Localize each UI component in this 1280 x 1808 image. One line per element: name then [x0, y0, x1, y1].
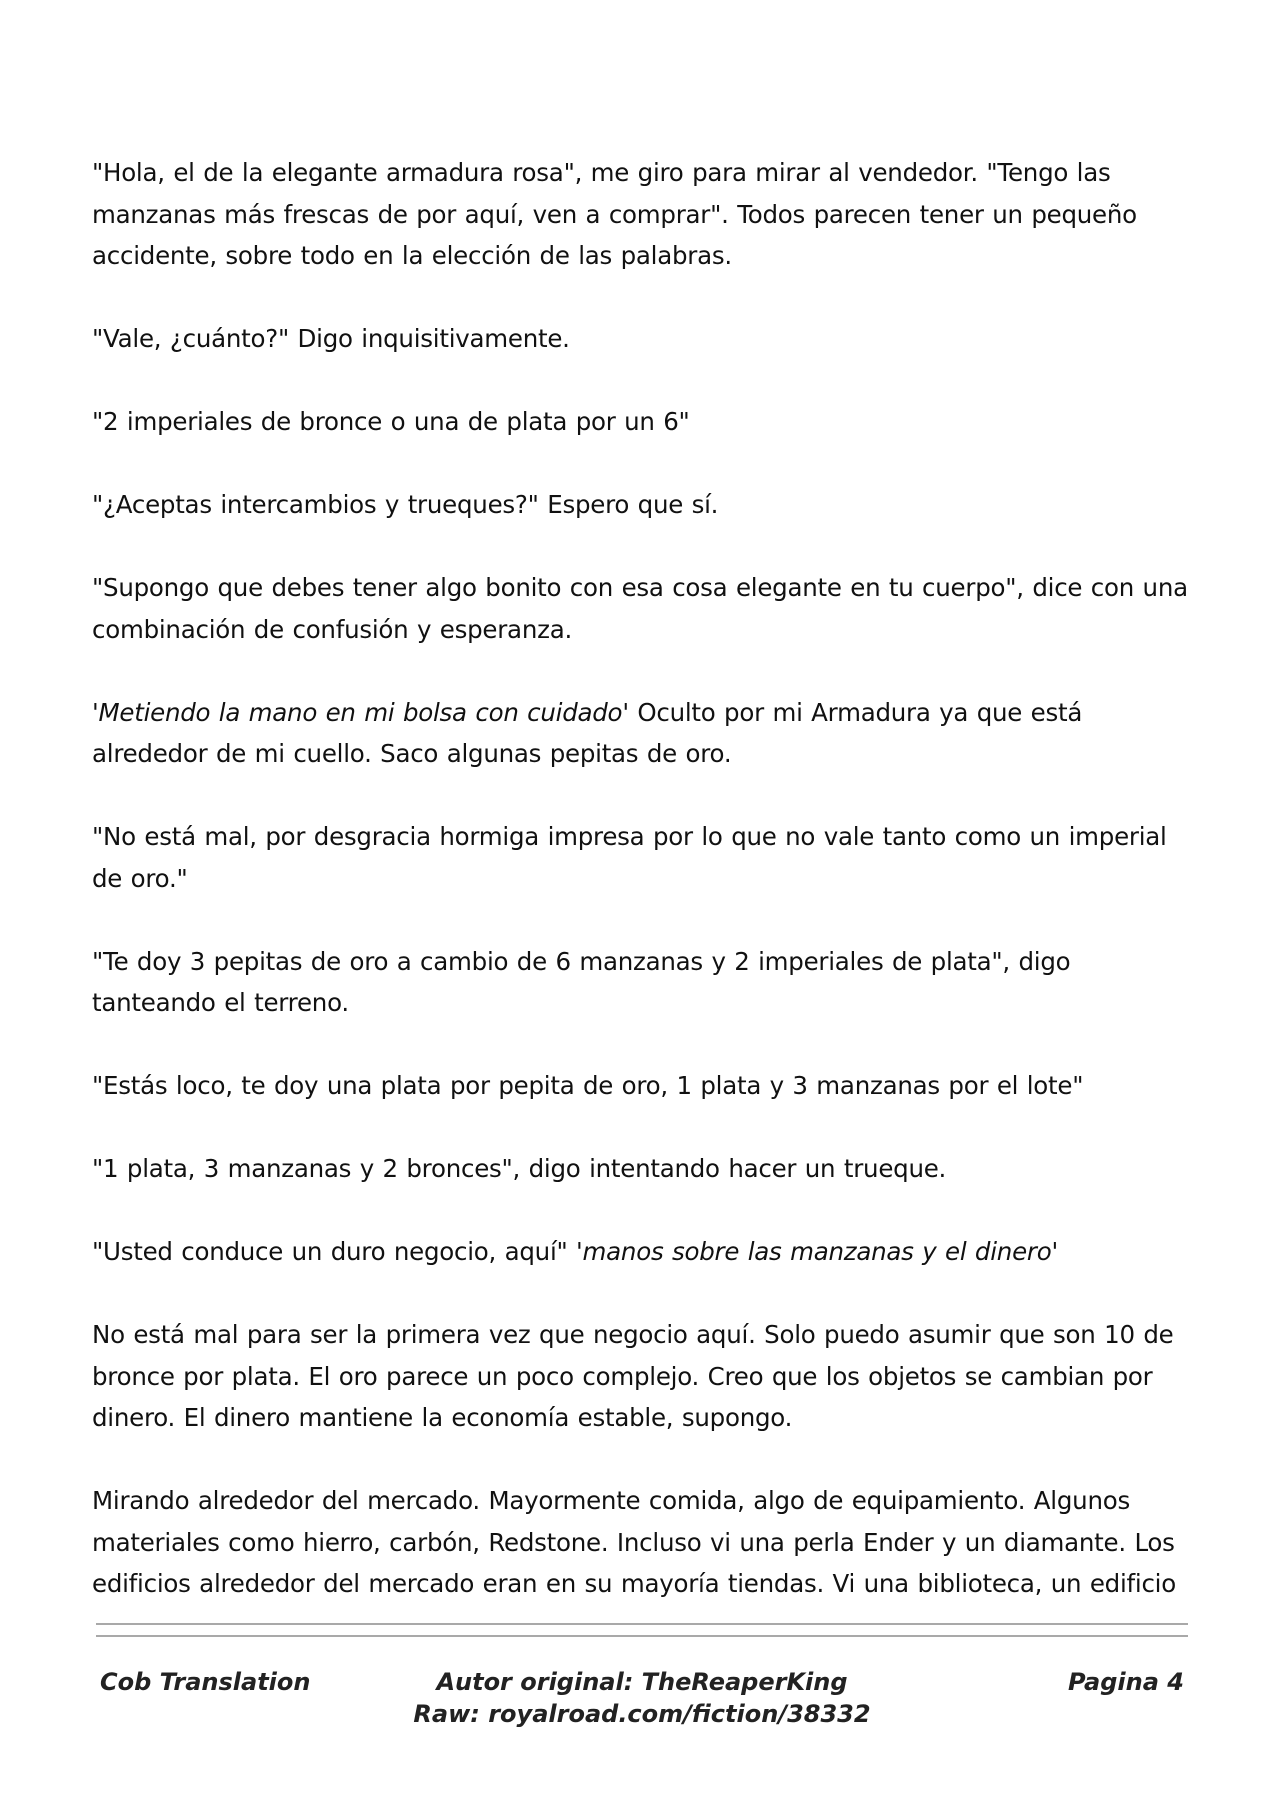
footer-original-author: Autor original: TheReaperKing — [436, 1668, 848, 1696]
paragraph-12: No está mal para ser la primera vez que negocio aquí. Solo puedo asumir que son 10 de bronce por plata. El oro parece un poco complejo. Creo que los objetos se cambian por dinero. El dinero mantiene la economía estable, supongo. — [92, 1320, 1174, 1432]
paragraph-6 — [92, 692, 1192, 775]
paragraph-3: "2 imperiales de bronce o una de plata por un 6" — [92, 407, 690, 436]
footer-credits — [96, 1666, 1188, 1730]
footer-translator: Cob Translation — [100, 1668, 311, 1696]
footer-divider-top — [96, 1623, 1188, 1625]
page-body — [92, 152, 1192, 1646]
paragraph-6-italic: Metiendo la mano en mi bolsa con cuidado — [98, 697, 623, 727]
footer-divider-bottom — [96, 1635, 1188, 1637]
paragraph-4: "¿Aceptas intercambios y trueques?" Espero que sí. — [92, 490, 719, 519]
paragraph-5: "Supongo que debes tener algo bonito con esa cosa elegante en tu cuerpo", dice con una combinación de confusión y esperanza. — [92, 573, 1188, 644]
paragraph-13: Mirando alrededor del mercado. Mayormente comida, algo de equipamiento. Algunos materiales como hierro, carbón, Redstone. Incluso vi una perla Ender y un diamante. Los edificios alrededor del mercado eran en su mayoría tiendas. Vi una biblioteca, un edificio — [92, 1486, 1176, 1598]
footer-page-number: Pagina 4 — [1068, 1668, 1184, 1696]
paragraph-6-pre: ' — [92, 697, 99, 727]
paragraph-10: "1 plata, 3 manzanas y 2 bronces", digo intentando hacer un trueque. — [92, 1154, 947, 1183]
paragraph-2: "Vale, ¿cuánto?" Digo inquisitivamente. — [92, 324, 570, 353]
paragraph-1: "Hola, el de la elegante armadura rosa", me giro para mirar al vendedor. "Tengo las manzanas más frescas de por aquí, ven a comprar". Todos parecen tener un pequeño accidente, sobre todo en la elección de las palabras. — [92, 158, 1137, 270]
paragraph-11-pre: "Usted conduce un duro negocio, aquí" ' — [92, 1237, 583, 1266]
paragraph-7: "No está mal, por desgracia hormiga impresa por lo que no vale tanto como un imperial de oro." — [92, 822, 1167, 893]
paragraph-11-post: ' — [1051, 1237, 1058, 1266]
paragraph-8: "Te doy 3 pepitas de oro a cambio de 6 manzanas y 2 imperiales de plata", digo tanteando el terreno. — [92, 946, 1071, 1017]
footer-raw-source: Raw: royalroad.com/fiction/38332 — [413, 1700, 871, 1728]
paragraph-11 — [92, 1231, 1192, 1273]
paragraph-11-italic: manos sobre las manzanas y el dinero — [582, 1237, 1052, 1266]
paragraph-9: "Estás loco, te doy una plata por pepita de oro, 1 plata y 3 manzanas por el lote" — [92, 1071, 1084, 1100]
paragraph-6-post: ' Oculto por mi Armadura ya que está alrededor de mi cuello. Saco algunas pepitas de oro. — [92, 697, 1083, 768]
